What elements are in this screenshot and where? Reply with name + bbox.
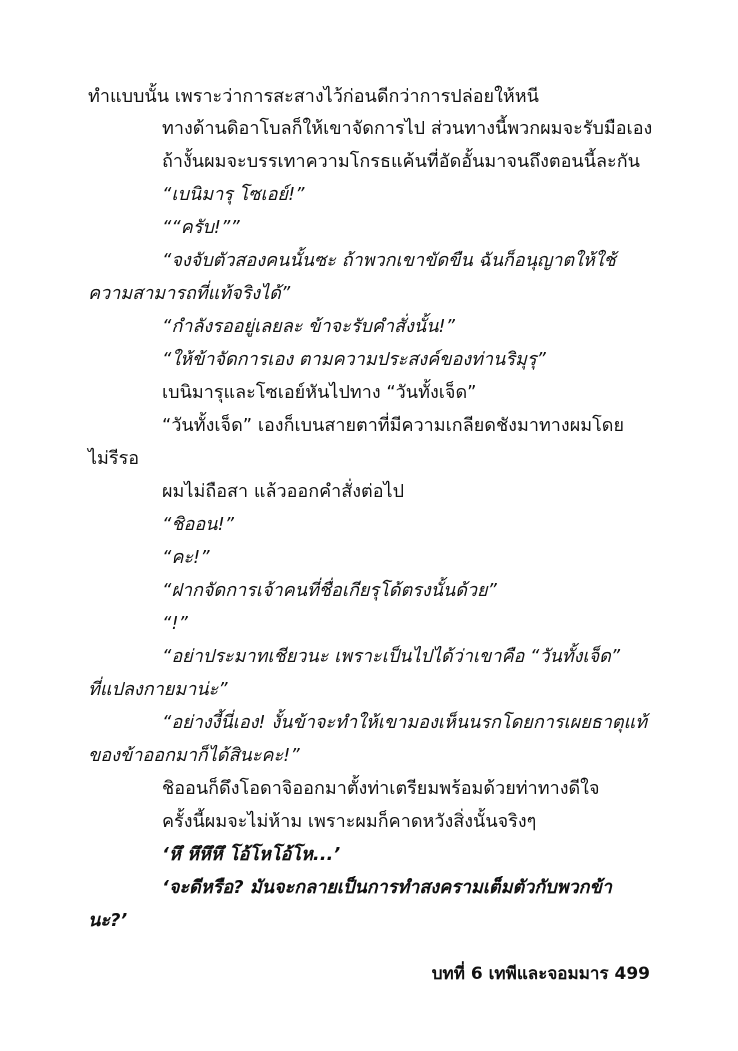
text-line: ครั้งนี้ผมจะไม่ห้าม เพราะผมก็คาดหวังสิ่งนั้นจริงๆ xyxy=(162,811,537,832)
thought-line: นะ?’ xyxy=(88,910,128,931)
text-line: ถ้างั้นผมจะบรรเทาความโกรธแค้นที่อัดอั้นมาจนถึงตอนนี้ละกัน xyxy=(162,151,640,172)
dialogue-line: “กำลังรออยู่เลยละ ข้าจะรับคำสั่งนั้น!” xyxy=(162,316,455,337)
text-line: เบนิมารุและโซเอย์หันไปทาง “วันทั้งเจ็ด” xyxy=(162,382,477,403)
dialogue-line: “คะ!” xyxy=(162,547,210,568)
dialogue-line: “จงจับตัวสองคนนั้นซะ ถ้าพวกเขาขัดขืน ฉันก็อนุญาตให้ใช้ xyxy=(162,250,616,271)
text-line: ไม่รีรอ xyxy=(88,448,140,469)
dialogue-line: “อย่าประมาทเชียวนะ เพราะเป็นไปได้ว่าเขาคือ “วันทั้งเจ็ด” xyxy=(162,646,621,667)
dialogue-line: ที่แปลงกายมาน่ะ” xyxy=(88,679,228,700)
dialogue-line: “อย่างงี้นี่เอง! งั้นข้าจะทำให้เขามองเห็นนรกโดยการเผยธาตุแท้ xyxy=(162,712,648,733)
dialogue-line: “เบนิมารุ โซเอย์!” xyxy=(162,184,305,205)
dialogue-line: “ฝากจัดการเจ้าคนที่ชื่อเกียรุโด้ตรงนั้นด้วย” xyxy=(162,580,497,601)
dialogue-line: ความสามารถที่แท้จริงได้” xyxy=(88,283,291,304)
dialogue-line: “ให้ข้าจัดการเอง ตามความประสงค์ของท่านริมุรุ” xyxy=(162,349,546,370)
thought-line: ‘หึ หึหึหึ โอ้โหโอ้โห...’ xyxy=(162,844,341,865)
thought-line: ‘จะดีหรือ? มันจะกลายเป็นการทำสงครามเต็มตัวกับพวกข้า xyxy=(162,877,612,898)
text-line: ทางด้านดิอาโบลก็ให้เขาจัดการไป ส่วนทางนี้พวกผมจะรับมือเอง xyxy=(162,118,653,139)
text-line: ชิออนก็ดึงโอดาจิออกมาตั้งท่าเตรียมพร้อมด้วยท่าทางดีใจ xyxy=(162,778,600,799)
dialogue-line: “!” xyxy=(162,613,188,634)
text-line: ทำแบบนั้น เพราะว่าการสะสางไว้ก่อนดีกว่าการปล่อยให้หนี xyxy=(88,86,539,107)
dialogue-line: “ชิออน!” xyxy=(162,514,235,535)
dialogue-line: ““ครับ!”” xyxy=(162,217,240,238)
page-footer: บทที่ 6 เทพีและจอมมาร 499 xyxy=(431,964,650,984)
text-line: “วันทั้งเจ็ด” เองก็เบนสายตาที่มีความเกลียดชังมาทางผมโดย xyxy=(162,415,625,436)
text-line: ผมไม่ถือสา แล้วออกคำสั่งต่อไป xyxy=(162,481,405,502)
dialogue-line: ของข้าออกมาก็ได้สินะคะ!” xyxy=(88,745,300,766)
